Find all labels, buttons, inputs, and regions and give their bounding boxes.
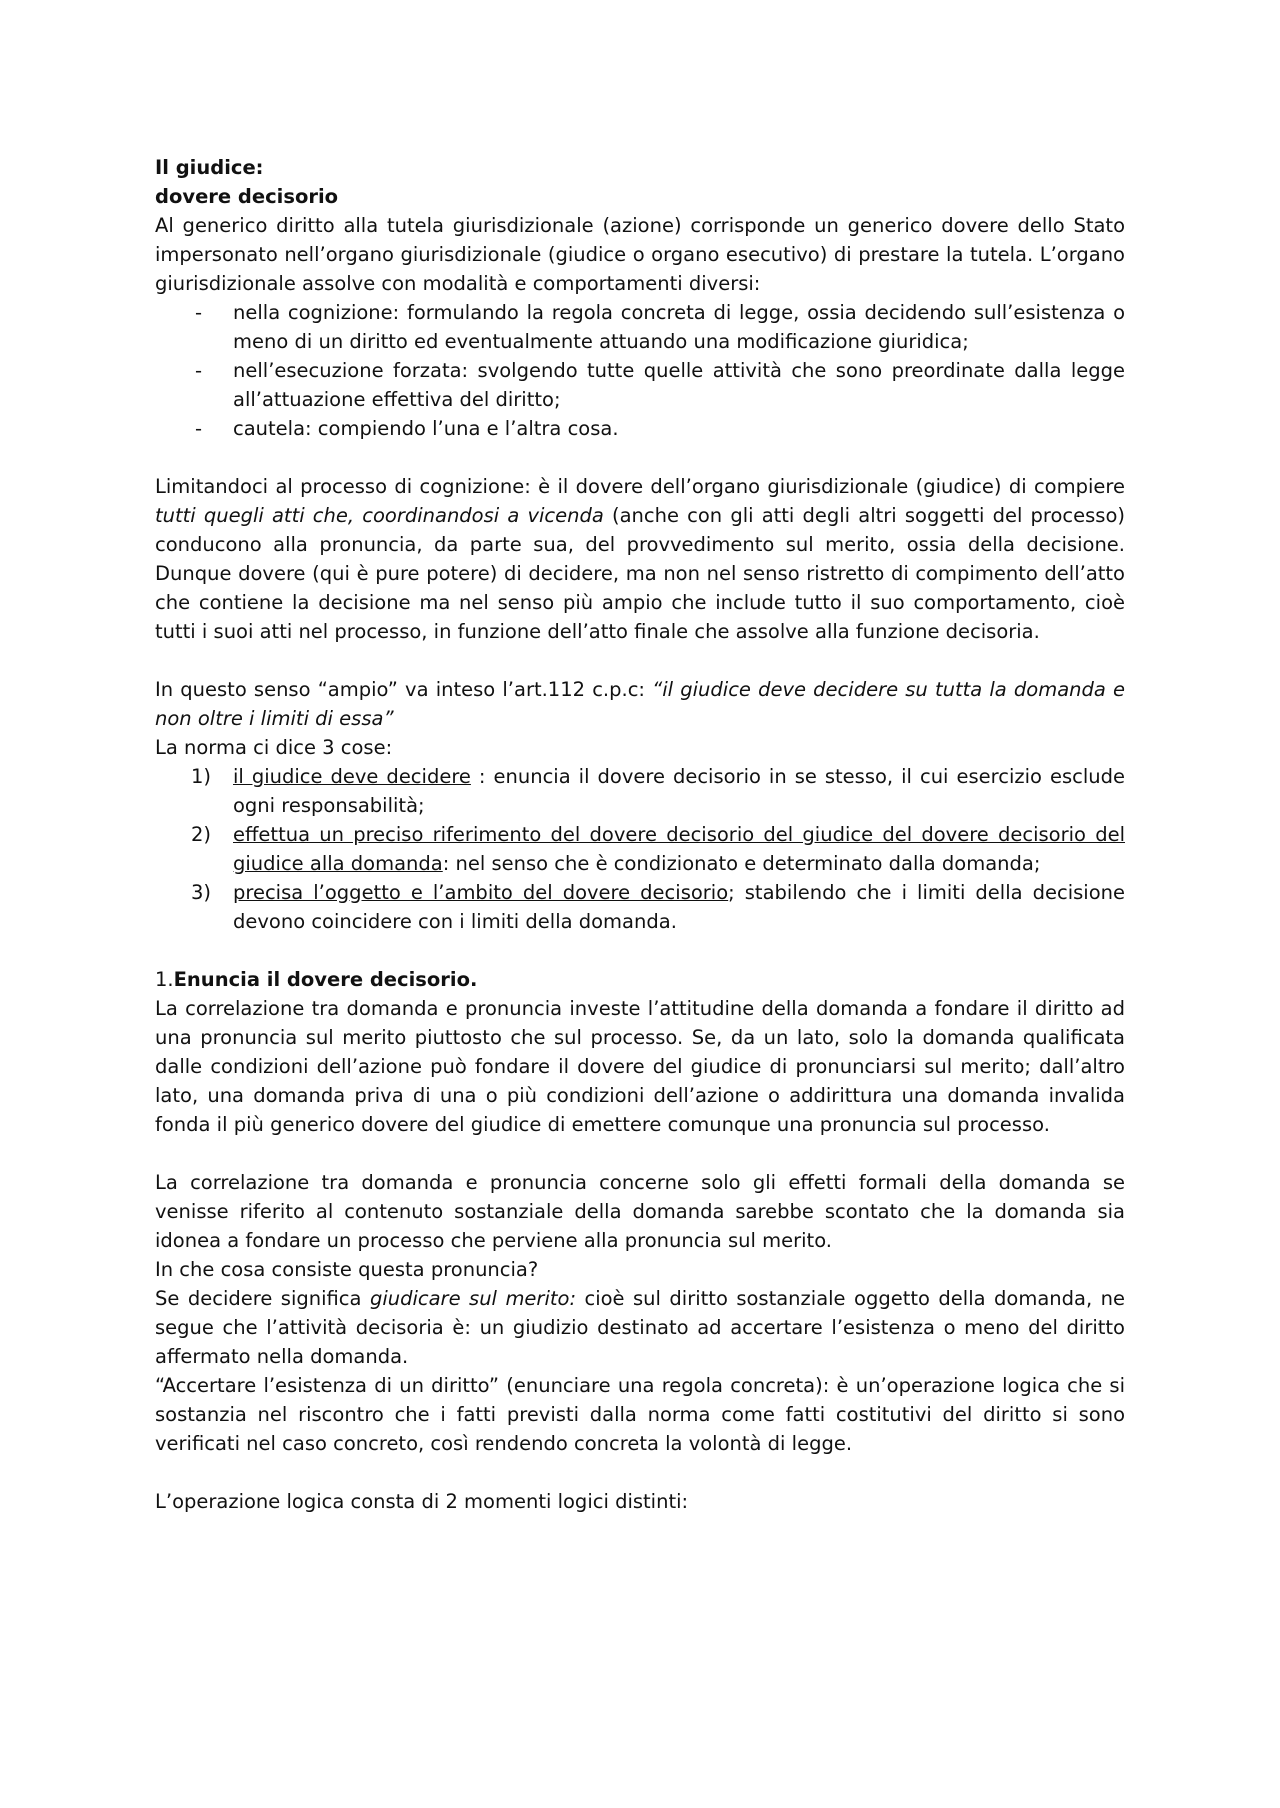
duties-list (155, 298, 1125, 443)
list-item-text: : enuncia il dovere decisorio in se stesso, il cui esercizio esclude ogni responsabilità; (233, 765, 1125, 817)
norma-points-list (155, 762, 1125, 936)
spacer (155, 646, 1125, 675)
list-item (155, 762, 1125, 820)
list-item-text: cautela: compiendo l’una e l’altra cosa. (233, 417, 619, 440)
paragraph-text: In questo senso “ampio” va inteso l’art.112 c.p.c: (155, 678, 653, 701)
ascertain-paragraph: “Accertare l’esistenza di un diritto” (enunciare una regola concreta): è un’operazione logica che si sostanzia nel riscontro che i fatti previsti dalla norma come fatti costitutivi del diritto si sono verificati nel caso concreto, così rendendo concreta la volontà di legge. (155, 1374, 1125, 1455)
cognition-paragraph (155, 472, 1125, 646)
spacer (155, 1139, 1125, 1168)
list-number: 3) (191, 881, 212, 904)
paragraph-text: cioè sul diritto sostanziale oggetto della domanda, ne segue che l’attività decisoria è: un giudizio destinato ad accertare l’esistenza o meno del diritto affermato nella domanda. (155, 1287, 1125, 1368)
logical-operation-line: L’operazione logica consta di 2 momenti logici distinti: (155, 1490, 689, 1513)
section-number: 1. (155, 968, 174, 991)
formal-effects-paragraph: La correlazione tra domanda e pronuncia concerne solo gli effetti formali della domanda se venisse riferito al contenuto sostanziale della domanda sarebbe scontato che la domanda sia idonea a fondare un processo che perviene alla pronuncia sul merito. (155, 1171, 1125, 1252)
spacer (155, 443, 1125, 472)
list-number: 2) (191, 823, 212, 846)
list-item (155, 414, 1125, 443)
list-number: 1) (191, 765, 212, 788)
underlined-text: il giudice deve decidere (233, 765, 471, 788)
list-item-text: nella cognizione: formulando la regola concreta di legge, ossia decidendo sull’esistenza o meno di un diritto ed eventualmente attuando una modificazione giuridica; (233, 301, 1125, 353)
intro-paragraph: Al generico diritto alla tutela giurisdizionale (azione) corrisponde un generico dovere dello Stato impersonato nell’organo giurisdizionale (giudice o organo esecutivo) di prestare la tutela. L’organo giurisdizionale assolve con modalità e comportamenti diversi: (155, 214, 1125, 295)
underlined-text: effettua un preciso riferimento del dovere decisorio del giudice del dovere decisorio del giudice alla domanda (233, 823, 1125, 875)
paragraph-text: (anche con gli atti degli altri soggetti del processo) conducono alla pronuncia, da parte sua, del provvedimento sul merito, ossia della decisione. Dunque dovere (qui è pure potere) di decidere, ma non nel senso ristretto di compimento dell’atto che contiene la decisione ma nel senso più ampio che include tutto il suo comportamento, cioè tutti i suoi atti nel processo, in funzione dell’atto finale che assolve alla funzione decisoria. (155, 504, 1126, 643)
list-item-text: ; stabilendo che i limiti della decisione devono coincidere con i limiti della domanda. (233, 881, 1125, 933)
italic-text: tutti quegli atti che, coordinandosi a vicenda (155, 504, 604, 527)
article-paragraph (155, 675, 1125, 733)
document-title: Il giudice: (155, 156, 264, 179)
document-subtitle: dovere decisorio (155, 185, 339, 208)
list-item-text: : nel senso che è condizionato e determinato dalla domanda; (442, 852, 1041, 875)
list-item (155, 298, 1125, 356)
list-item-text: nell’esecuzione forzata: svolgendo tutte quelle attività che sono preordinate dalla legge all’attuazione effettiva del diritto; (233, 359, 1125, 411)
bullet-marker: - (195, 359, 203, 382)
norma-intro: La norma ci dice 3 cose: (155, 736, 393, 759)
spacer (155, 936, 1125, 965)
paragraph-text: Limitandoci al processo di cognizione: è il dovere dell’organo giurisdizionale (giudice) di compiere (155, 475, 1125, 498)
list-item (155, 820, 1125, 878)
section-title: Enuncia il dovere decisorio. (173, 968, 478, 991)
spacer (155, 1458, 1125, 1487)
bullet-marker: - (195, 301, 203, 324)
article-quote: “il giudice deve decidere su tutta la domanda e non oltre i limiti di essa” (155, 678, 1125, 730)
merit-paragraph (155, 1284, 1125, 1371)
bullet-marker: - (195, 417, 203, 440)
underlined-text: precisa l’oggetto e l’ambito del dovere decisorio (233, 881, 729, 904)
section-heading (155, 965, 1125, 994)
question-line: In che cosa consiste questa pronuncia? (155, 1258, 539, 1281)
list-item (155, 356, 1125, 414)
italic-text: giudicare sul merito: (369, 1287, 577, 1310)
paragraph-text: Se decidere significa (155, 1287, 370, 1310)
list-item (155, 878, 1125, 936)
correlation-paragraph: La correlazione tra domanda e pronuncia investe l’attitudine della domanda a fondare il diritto ad una pronuncia sul merito piuttosto che sul processo. Se, da un lato, solo la domanda qualificata dalle condizioni dell’azione può fondare il dovere del giudice di pronunciarsi sul merito; dall’altro lato, una domanda priva di una o più condizioni dell’azione o addirittura una domanda invalida fonda il più generico dovere del giudice di emettere comunque una pronuncia sul processo. (155, 997, 1125, 1136)
